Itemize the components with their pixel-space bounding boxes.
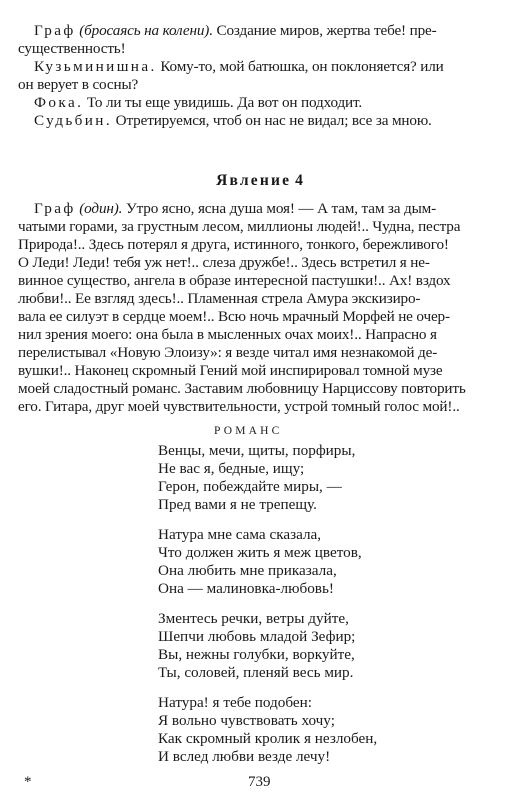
- verse-line: Шепчи любовь младой Зефир;: [158, 628, 356, 645]
- verse-line: Как скромный кролик я незлобен,: [158, 730, 378, 747]
- scene-number: 4: [295, 172, 303, 189]
- line-text: Утро ясно, ясна душа моя! — А там, там за дым-: [122, 200, 437, 217]
- verse-line: Что должен жить я меж цветов,: [158, 544, 362, 561]
- monologue-line: моей сладостный романс. Заставим любовницу Нарциссову повторить: [18, 380, 466, 397]
- verse-line: Она любить мне приказала,: [158, 562, 337, 579]
- dialogue-line-2: [18, 40, 126, 58]
- stage-direction: (бросаясь на колени).: [79, 22, 213, 39]
- verse-line: Натура мне сама сказала,: [158, 526, 322, 543]
- verse-line: Зментесь речки, ветры дуйте,: [158, 610, 349, 627]
- verse-line: Я вольно чувствовать хочу;: [158, 712, 335, 729]
- verse-line: Она — малиновка-любовь!: [158, 580, 334, 597]
- page-number: 739: [248, 774, 271, 790]
- speaker-name: Кузьминишна.: [34, 58, 157, 75]
- verse-line: Венцы, мечи, щиты, порфиры,: [158, 442, 356, 459]
- monologue-line: вушки!.. Наконец скромный Гений мой инспирировал томной музе: [18, 362, 443, 379]
- verse-line: Ты, соловей, пленяй весь мир.: [158, 664, 354, 681]
- scene-heading: [0, 172, 519, 190]
- scene-word: Явление: [216, 172, 292, 189]
- monologue-line: его. Гитара, друг моей чувствительности, устрой томный голос мой!..: [18, 398, 460, 415]
- speaker-name: Граф: [34, 200, 76, 217]
- dialogue-line-1: [34, 22, 437, 40]
- dialogue-line-5: [34, 94, 362, 112]
- speaker-name: Граф: [34, 22, 76, 39]
- verse-line: Пред вами я не трепещу.: [158, 496, 317, 513]
- monologue-line: нил зрения моего: она была в мысленных очах моих!.. Напрасно я: [18, 326, 437, 343]
- monologue-line: чатыми горами, за грустным лесом, миллионы людей!.. Чудна, пестра: [18, 218, 461, 235]
- verse-line: И вслед любви везде лечу!: [158, 748, 331, 765]
- line-text: он верует в сосны?: [18, 76, 139, 93]
- line-text: То ли ты еще увидишь. Да вот он подходит.: [83, 94, 363, 111]
- monologue-line: винное существо, ангела в образе интересной пастушки!.. Ах! вздох: [18, 272, 451, 289]
- speaker-name: Судьбин.: [34, 112, 113, 129]
- monologue-line: О Леди! Леди! тебя уж нет!.. слеза дружбе!.. Здесь встретил я не-: [18, 254, 430, 271]
- footnote-marker: *: [24, 774, 32, 790]
- monologue-line: перелистывал «Новую Элоизу»: я везде читал имя незнакомой де-: [18, 344, 438, 361]
- verse-line: Вы, нежны голубки, воркуйте,: [158, 646, 355, 663]
- line-text: существенность!: [18, 40, 126, 57]
- monologue-line: любви!.. Ее взгляд здесь!.. Пламенная стрела Амура экскизиро-: [18, 290, 421, 307]
- monologue-line-first: [34, 200, 436, 218]
- romance-title: РОМАНС: [214, 425, 283, 437]
- dialogue-line-4: [18, 76, 138, 94]
- verse-line: Герон, побеждайте миры, —: [158, 478, 342, 495]
- speaker-name: Фока.: [34, 94, 84, 111]
- monologue-line: вала ее силуэт в сердце моем!.. Всю ночь мрачный Морфей не очер-: [18, 308, 450, 325]
- line-text: Отретируемся, чтоб он нас не видал; все за мною.: [112, 112, 432, 129]
- verse-line: Натура! я тебе подобен:: [158, 694, 312, 711]
- dialogue-line-3: [34, 58, 444, 76]
- monologue-line: Природа!.. Здесь потерял я друга, истинного, тонкого, бережливого!: [18, 236, 449, 253]
- verse-line: Не вас я, бедные, ищу;: [158, 460, 305, 477]
- line-text: Создание миров, жертва тебе! пре-: [212, 22, 437, 39]
- stage-direction: (один).: [79, 200, 123, 217]
- dialogue-line-6: [34, 112, 432, 130]
- line-text: Кому-то, мой батюшка, он поклоняется? или: [156, 58, 444, 75]
